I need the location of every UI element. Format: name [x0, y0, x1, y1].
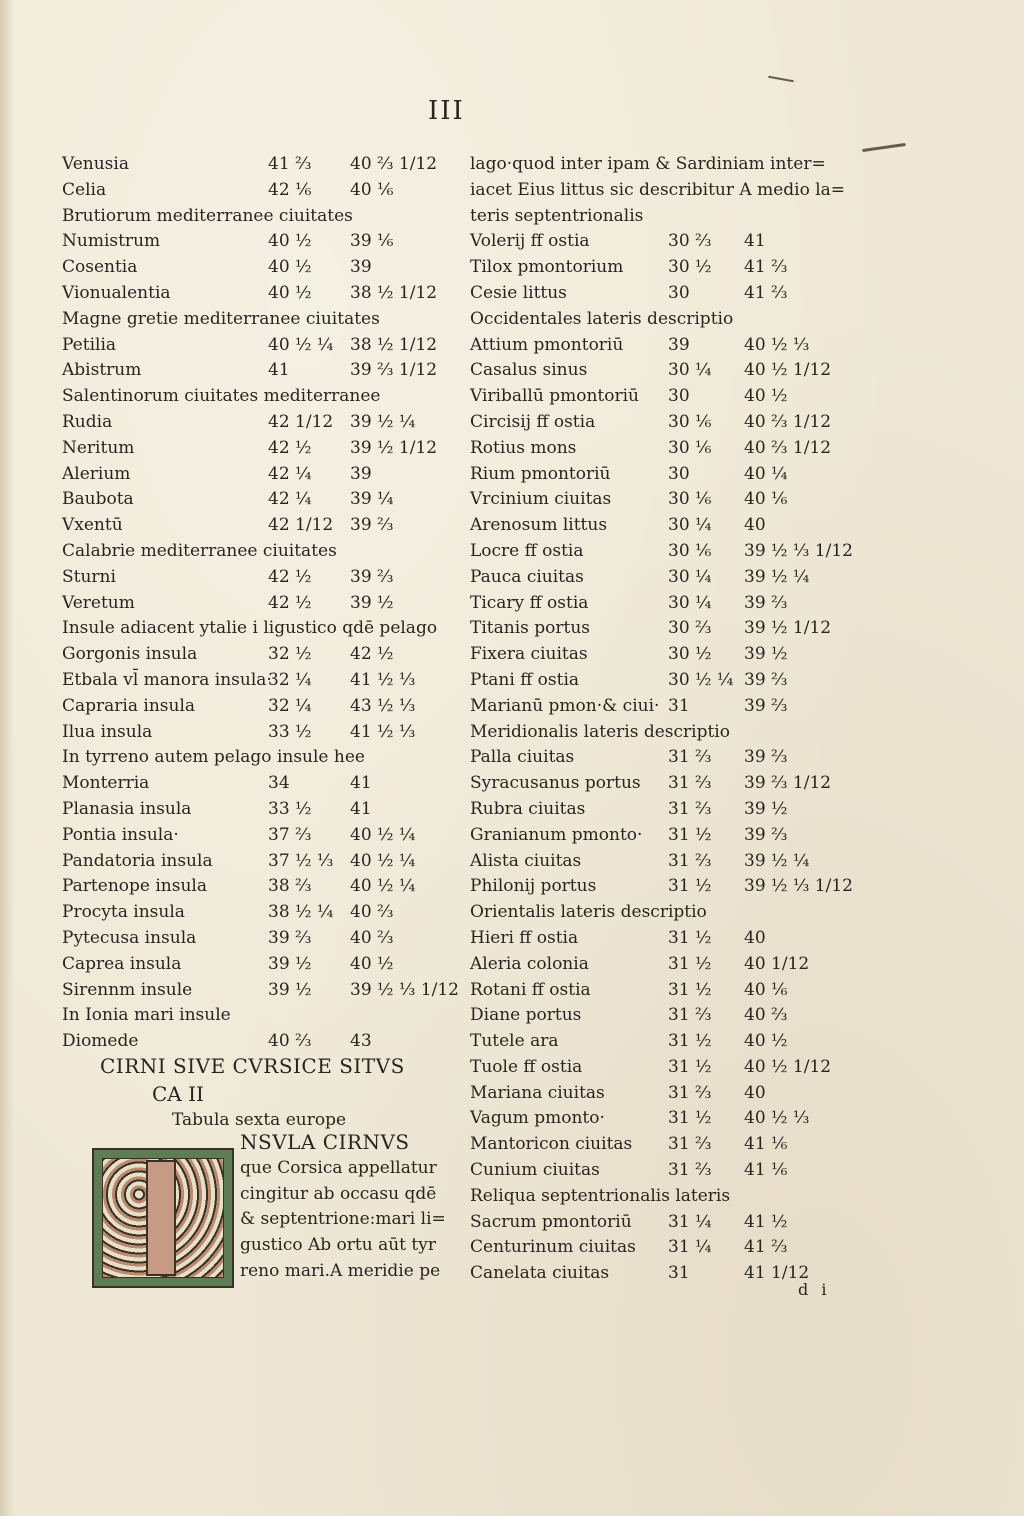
longitude-value: 30: [668, 386, 690, 407]
right-heading: Orientalis lateris descriptio: [470, 902, 707, 923]
right-table-row: [470, 539, 853, 565]
body-line: NSVLA CIRNVS: [240, 1130, 410, 1154]
left-table-row: [62, 952, 442, 978]
place-name: Cunium ciuitas: [470, 1160, 600, 1181]
latitude-value: 42 ½: [350, 644, 394, 665]
latitude-value: 39 ½ ⅓ 1/12: [350, 979, 459, 1000]
body-line: cingitur ab occasu qdē: [240, 1183, 437, 1204]
right-table-row: [470, 926, 830, 952]
latitude-value: 41 1/12: [744, 1263, 810, 1284]
left-table-row: [62, 1029, 442, 1055]
longitude-value: 31 ⅔: [668, 850, 712, 871]
latitude-value: 39 ⅔: [744, 695, 788, 716]
latitude-value: 40 ⅔: [350, 927, 394, 948]
latitude-value: 39 ⅙: [350, 231, 394, 252]
place-name: Monterria: [62, 773, 150, 794]
right-heading: Meridionalis lateris descriptio: [470, 721, 730, 742]
longitude-value: 40 ½ ¼: [268, 334, 334, 355]
longitude-value: 38 ½ ¼: [268, 902, 334, 923]
longitude-value: 30 ¼: [668, 360, 712, 381]
right-table-row: [470, 668, 830, 694]
left-table-row: [62, 410, 442, 436]
left-table-row: [62, 229, 442, 255]
longitude-value: 31 ½: [668, 927, 712, 948]
latitude-value: 40 ½ 1/12: [744, 360, 832, 381]
right-table-row: [470, 952, 830, 978]
latitude-value: 39: [350, 463, 372, 484]
left-table-row: [62, 281, 442, 307]
right-table: [470, 229, 853, 1287]
longitude-value: 40 ½: [268, 231, 312, 252]
margin-ink-mark: [768, 76, 794, 82]
longitude-value: 42 1/12: [268, 515, 334, 536]
longitude-value: 31 ½: [668, 1108, 712, 1129]
place-name: Rotius mons: [470, 437, 577, 458]
right-table-row: [470, 565, 830, 591]
latitude-value: 40 ⅙: [744, 979, 788, 1000]
latitude-value: 40 ½: [744, 1031, 788, 1052]
body-line: & septentrione:mari li=: [240, 1209, 446, 1230]
right-table-row: [470, 1158, 830, 1184]
latitude-value: 39 ⅔: [350, 515, 394, 536]
place-name: Centurinum ciuitas: [470, 1237, 636, 1258]
latitude-value: 40 ½ ⅓: [744, 1108, 810, 1129]
longitude-value: 32 ½: [268, 644, 312, 665]
left-heading: In tyrreno autem pelago insule hee: [62, 747, 365, 768]
place-name: Gorgonis insula: [62, 644, 198, 665]
longitude-value: 42 ¼: [268, 463, 312, 484]
longitude-value: 30 ⅔: [668, 618, 712, 639]
right-table-row: [470, 255, 830, 281]
latitude-value: 39 ½ ⅓ 1/12: [744, 876, 853, 897]
latitude-value: 41 ½ ⅓: [350, 669, 416, 690]
latitude-value: 41 ⅔: [744, 282, 788, 303]
latitude-value: 39 ⅔: [744, 669, 788, 690]
longitude-value: 31 ¼: [668, 1237, 712, 1258]
latitude-value: 40 ⅔ 1/12: [744, 411, 832, 432]
place-name: Vxentū: [62, 515, 123, 536]
latitude-value: 39 ⅔: [744, 824, 788, 845]
place-name: Locre ff ostia: [470, 540, 584, 561]
right-table-row: [470, 487, 830, 513]
place-name: Casalus sinus: [470, 360, 588, 381]
longitude-value: 31 ⅔: [668, 747, 712, 768]
place-name: Philonij portus: [470, 876, 597, 897]
left-table-row: [62, 823, 442, 849]
right-table-row: [470, 1003, 830, 1029]
place-name: Viriballū pmontoriū: [470, 386, 639, 407]
left-table-row: [62, 771, 442, 797]
latitude-value: 41 ⅔: [744, 1237, 788, 1258]
right-table-row: [470, 978, 830, 1004]
latitude-value: 39 ½ ¼: [744, 566, 810, 587]
place-name: Pytecusa insula: [62, 927, 197, 948]
longitude-value: 31 ⅔: [668, 1134, 712, 1155]
place-name: Canelata ciuitas: [470, 1263, 610, 1284]
latitude-value: 39 ¼: [350, 489, 394, 510]
intro-line: lago·quod inter ipam & Sardiniam inter=: [470, 154, 826, 174]
left-table-row: [62, 565, 442, 591]
place-name: Aleria colonia: [470, 953, 589, 974]
right-table-row: [470, 823, 830, 849]
place-name: Pontia insula·: [62, 824, 179, 845]
left-table-row: [62, 668, 442, 694]
right-table-row: [470, 1235, 830, 1261]
place-name: Ptani ff ostia: [470, 669, 580, 690]
latitude-value: 41: [744, 231, 766, 252]
longitude-value: 38 ⅔: [268, 876, 312, 897]
longitude-value: 37 ½ ⅓: [268, 850, 334, 871]
right-table-row: [470, 1055, 830, 1081]
longitude-value: 31 ⅔: [668, 773, 712, 794]
place-name: Tilox pmontorium: [470, 257, 624, 278]
place-name: Abistrum: [62, 360, 142, 381]
right-table-row: [470, 229, 830, 255]
right-intro-text: [470, 152, 846, 229]
place-name: Baubota: [62, 489, 134, 510]
latitude-value: 40 ¼: [744, 463, 788, 484]
left-heading: Salentinorum ciuitates mediterranee: [62, 386, 381, 407]
longitude-value: 31 ⅔: [668, 1082, 712, 1103]
longitude-value: 31 ⅔: [668, 798, 712, 819]
latitude-value: 40 ½: [350, 953, 394, 974]
place-name: Partenope insula: [62, 876, 207, 897]
place-name: Palla ciuitas: [470, 747, 575, 768]
latitude-value: 40: [744, 515, 766, 536]
longitude-value: 30 ⅙: [668, 540, 712, 561]
place-name: Alerium: [62, 463, 131, 484]
left-table-row: [62, 694, 442, 720]
latitude-value: 39 ½ ¼: [744, 850, 810, 871]
longitude-value: 32 ¼: [268, 669, 312, 690]
place-name: Planasia insula: [62, 798, 192, 819]
right-table-row: [470, 1081, 830, 1107]
tabula-caption: Tabula sexta europe: [172, 1110, 347, 1130]
place-name: Ticary ff ostia: [470, 592, 589, 613]
latitude-value: 41 ½ ⅓: [350, 721, 416, 742]
longitude-value: 34: [268, 773, 290, 794]
left-table-row: [62, 978, 459, 1004]
longitude-value: 30 ½: [668, 257, 712, 278]
place-name: Arenosum littus: [470, 515, 608, 536]
initial-letter-shape: [146, 1160, 176, 1276]
right-table-row: [470, 591, 830, 617]
intro-line: iacet Eius littus sic describitur A medio la=: [470, 179, 846, 200]
left-heading: Brutiorum mediterranee ciuitates: [62, 205, 353, 226]
folio-number: III: [428, 96, 465, 126]
longitude-value: 30 ⅔: [668, 231, 712, 252]
right-table-row: [470, 642, 830, 668]
left-table-row: [62, 333, 442, 359]
longitude-value: 31 ⅔: [668, 1160, 712, 1181]
margin-ink-mark: [862, 143, 906, 152]
place-name: Vrcinium ciuitas: [470, 489, 612, 510]
body-line: que Corsica appellatur: [240, 1157, 437, 1178]
longitude-value: 30 ⅙: [668, 411, 712, 432]
longitude-value: 40 ⅔: [268, 1031, 312, 1052]
left-table-row: [62, 178, 442, 204]
latitude-value: 40 ½ ¼: [350, 876, 416, 897]
latitude-value: 40 ⅔: [350, 902, 394, 923]
latitude-value: 43 ½ ⅓: [350, 695, 416, 716]
longitude-value: 39 ½: [268, 979, 312, 1000]
latitude-value: 38 ½ 1/12: [350, 334, 438, 355]
place-name: Cosentia: [62, 257, 138, 278]
latitude-value: 40 ½: [744, 386, 788, 407]
place-name: Sacrum pmontoriū: [470, 1211, 632, 1232]
place-name: Rudia: [62, 411, 113, 432]
left-table-row: [62, 436, 442, 462]
right-table-row: [470, 358, 830, 384]
right-table-row: [470, 281, 830, 307]
place-name: Titanis portus: [470, 618, 591, 639]
latitude-value: 40 ⅔: [744, 1005, 788, 1026]
longitude-value: 30 ½: [668, 644, 712, 665]
latitude-value: 39 ⅔: [350, 566, 394, 587]
longitude-value: 41 ⅔: [268, 154, 312, 174]
longitude-value: 31: [668, 695, 690, 716]
right-heading: Reliqua septentrionalis lateris: [470, 1185, 731, 1206]
right-table-row: [470, 745, 830, 771]
right-table-row: [470, 462, 830, 488]
longitude-value: 42 ½: [268, 437, 312, 458]
latitude-value: 39 ½ 1/12: [744, 618, 832, 639]
place-name: Rium pmontoriū: [470, 463, 611, 484]
right-table-row: [470, 384, 830, 410]
left-heading: Insule adiacent ytalie i ligustico qdē pelago: [62, 618, 438, 639]
longitude-value: 39 ½: [268, 953, 312, 974]
longitude-value: 31 ½: [668, 876, 712, 897]
longitude-value: 31 ½: [668, 824, 712, 845]
longitude-value: 31 ½: [668, 979, 712, 1000]
place-name: Etbala vl̄ manora insula·: [62, 669, 272, 690]
chapter-body-text: [240, 1130, 446, 1285]
place-name: Rubra ciuitas: [470, 798, 586, 819]
latitude-value: 40 ⅔ 1/12: [350, 154, 438, 174]
left-table-row: [62, 926, 442, 952]
place-name: Capraria insula: [62, 695, 196, 716]
place-name: Circisij ff ostia: [470, 411, 596, 432]
latitude-value: 41 ⅙: [744, 1134, 788, 1155]
place-name: Caprea insula: [62, 953, 182, 974]
chapter-title: CIRNI SIVE CVRSICE SITVS: [100, 1054, 405, 1078]
longitude-value: 42 ½: [268, 566, 312, 587]
place-name: Volerij ff ostia: [470, 231, 590, 252]
longitude-value: 42 ½: [268, 592, 312, 613]
longitude-value: 30: [668, 463, 690, 484]
latitude-value: 39 ⅔ 1/12: [350, 360, 438, 381]
latitude-value: 40 ⅙: [350, 179, 394, 200]
latitude-value: 39 ½ 1/12: [350, 437, 438, 458]
left-table-row: [62, 152, 442, 178]
right-table-row: [470, 849, 830, 875]
left-table-row: [62, 513, 442, 539]
latitude-value: 39 ½: [350, 592, 394, 613]
place-name: Sturni: [62, 566, 116, 587]
longitude-value: 39 ⅔: [268, 927, 312, 948]
latitude-value: 41: [350, 773, 372, 794]
latitude-value: 39 ½ ¼: [350, 411, 416, 432]
right-table-row: [470, 1261, 830, 1287]
left-heading: Magne gretie mediterranee ciuitates: [62, 308, 380, 329]
left-table-row: [62, 720, 442, 746]
latitude-value: 39: [350, 257, 372, 278]
right-column: [470, 152, 853, 1287]
place-name: Sirennm insule: [62, 979, 193, 1000]
place-name: Veretum: [62, 592, 135, 613]
latitude-value: 40 ½ ⅓: [744, 334, 810, 355]
longitude-value: 31 ½: [668, 953, 712, 974]
intro-line: teris septentrionalis: [470, 205, 644, 226]
longitude-value: 30 ⅙: [668, 489, 712, 510]
place-name: Cesie littus: [470, 282, 567, 303]
place-name: Diane portus: [470, 1005, 582, 1026]
place-name: Ilua insula: [62, 721, 153, 742]
longitude-value: 42 ⅙: [268, 179, 312, 200]
place-name: Numistrum: [62, 231, 161, 252]
longitude-value: 30 ¼: [668, 515, 712, 536]
place-name: Vagum pmonto·: [470, 1108, 605, 1129]
left-table-row: [62, 849, 442, 875]
place-name: Attium pmontoriū: [470, 334, 624, 355]
right-table-row: [470, 874, 853, 900]
place-name: Neritum: [62, 437, 135, 458]
latitude-value: 41 ⅔: [744, 257, 788, 278]
place-name: Alista ciuitas: [470, 850, 582, 871]
longitude-value: 30 ¼: [668, 566, 712, 587]
longitude-value: 31 ¼: [668, 1211, 712, 1232]
place-name: Venusia: [62, 154, 129, 174]
place-name: Mariana ciuitas: [470, 1082, 605, 1103]
latitude-value: 40: [744, 927, 766, 948]
latitude-value: 40 ⅔ 1/12: [744, 437, 832, 458]
latitude-value: 40: [744, 1082, 766, 1103]
right-table-row: [470, 410, 830, 436]
place-name: Procyta insula: [62, 902, 185, 923]
longitude-value: 40 ½: [268, 257, 312, 278]
latitude-value: 39 ½ ⅓ 1/12: [744, 540, 853, 561]
right-table-row: [470, 616, 830, 642]
latitude-value: 40 1/12: [744, 953, 810, 974]
longitude-value: 33 ½: [268, 798, 312, 819]
right-table-row: [470, 1029, 830, 1055]
right-table-row: [470, 694, 830, 720]
place-name: Rotani ff ostia: [470, 979, 591, 1000]
place-name: Pandatoria insula: [62, 850, 213, 871]
place-name: Granianum pmonto·: [470, 824, 643, 845]
latitude-value: 41 ⅙: [744, 1160, 788, 1181]
right-table-row: [470, 436, 830, 462]
place-name: Pauca ciuitas: [470, 566, 584, 587]
longitude-value: 30 ¼: [668, 592, 712, 613]
left-table-row: [62, 642, 442, 668]
left-column: [62, 152, 459, 1055]
longitude-value: 30 ⅙: [668, 437, 712, 458]
longitude-value: 39: [668, 334, 690, 355]
place-name: Celia: [62, 179, 107, 200]
latitude-value: 40 ½ 1/12: [744, 1056, 832, 1077]
longitude-value: 40 ½: [268, 282, 312, 303]
left-table-row: [62, 358, 442, 384]
left-table-row: [62, 874, 442, 900]
left-table-row: [62, 462, 442, 488]
longitude-value: 32 ¼: [268, 695, 312, 716]
latitude-value: 40 ⅙: [744, 489, 788, 510]
longitude-value: 31 ½: [668, 1056, 712, 1077]
longitude-value: 33 ½: [268, 721, 312, 742]
left-table-row: [62, 487, 442, 513]
right-table-row: [470, 1132, 830, 1158]
latitude-value: 38 ½ 1/12: [350, 282, 438, 303]
left-table-row: [62, 255, 442, 281]
place-name: Marianū pmon·& ciui·: [470, 695, 660, 716]
body-line: reno mari.A meridie pe: [240, 1260, 441, 1281]
right-table-row: [470, 333, 830, 359]
place-name: Tuole ff ostia: [470, 1056, 583, 1077]
place-name: Syracusanus portus: [470, 773, 641, 794]
longitude-value: 37 ⅔: [268, 824, 312, 845]
chapter-number: CA II: [152, 1082, 204, 1106]
place-name: Petilia: [62, 334, 117, 355]
latitude-value: 43: [350, 1031, 372, 1052]
longitude-value: 31 ⅔: [668, 1005, 712, 1026]
decorated-initial-i: [92, 1148, 234, 1288]
left-table-row: [62, 900, 442, 926]
longitude-value: 31: [668, 1263, 690, 1284]
place-name: Mantoricon ciuitas: [470, 1134, 633, 1155]
latitude-value: 41: [350, 798, 372, 819]
left-table-row: [62, 797, 442, 823]
place-name: Hieri ff ostia: [470, 927, 579, 948]
latitude-value: 39 ⅔: [744, 747, 788, 768]
longitude-value: 30: [668, 282, 690, 303]
place-name: Diomede: [62, 1031, 139, 1052]
longitude-value: 41: [268, 360, 290, 381]
signature-mark: d i: [798, 1280, 831, 1299]
right-table-row: [470, 1210, 830, 1236]
left-heading: Calabrie mediterranee ciuitates: [62, 540, 337, 561]
right-table-row: [470, 797, 830, 823]
latitude-value: 39 ⅔ 1/12: [744, 773, 832, 794]
latitude-value: 41 ½: [744, 1211, 788, 1232]
longitude-value: 42 ¼: [268, 489, 312, 510]
place-name: Vionualentia: [62, 282, 171, 303]
longitude-value: 31 ½: [668, 1031, 712, 1052]
longitude-value: 30 ½ ¼: [668, 669, 734, 690]
body-line: gustico Ab ortu aūt tyr: [240, 1235, 436, 1256]
right-table-row: [470, 771, 830, 797]
longitude-value: 42 1/12: [268, 411, 334, 432]
latitude-value: 40 ½ ¼: [350, 824, 416, 845]
left-heading: In Ionia mari insule: [62, 1005, 231, 1026]
right-table-row: [470, 513, 830, 539]
left-table-row: [62, 591, 442, 617]
latitude-value: 40 ½ ¼: [350, 850, 416, 871]
page-edge-shadow: [0, 0, 14, 1516]
right-heading: Occidentales lateris descriptio: [470, 308, 734, 329]
place-name: Fixera ciuitas: [470, 644, 588, 665]
latitude-value: 39 ½: [744, 644, 788, 665]
latitude-value: 39 ⅔: [744, 592, 788, 613]
place-name: Tutele ara: [470, 1031, 559, 1052]
latitude-value: 39 ½: [744, 798, 788, 819]
right-table-row: [470, 1106, 830, 1132]
